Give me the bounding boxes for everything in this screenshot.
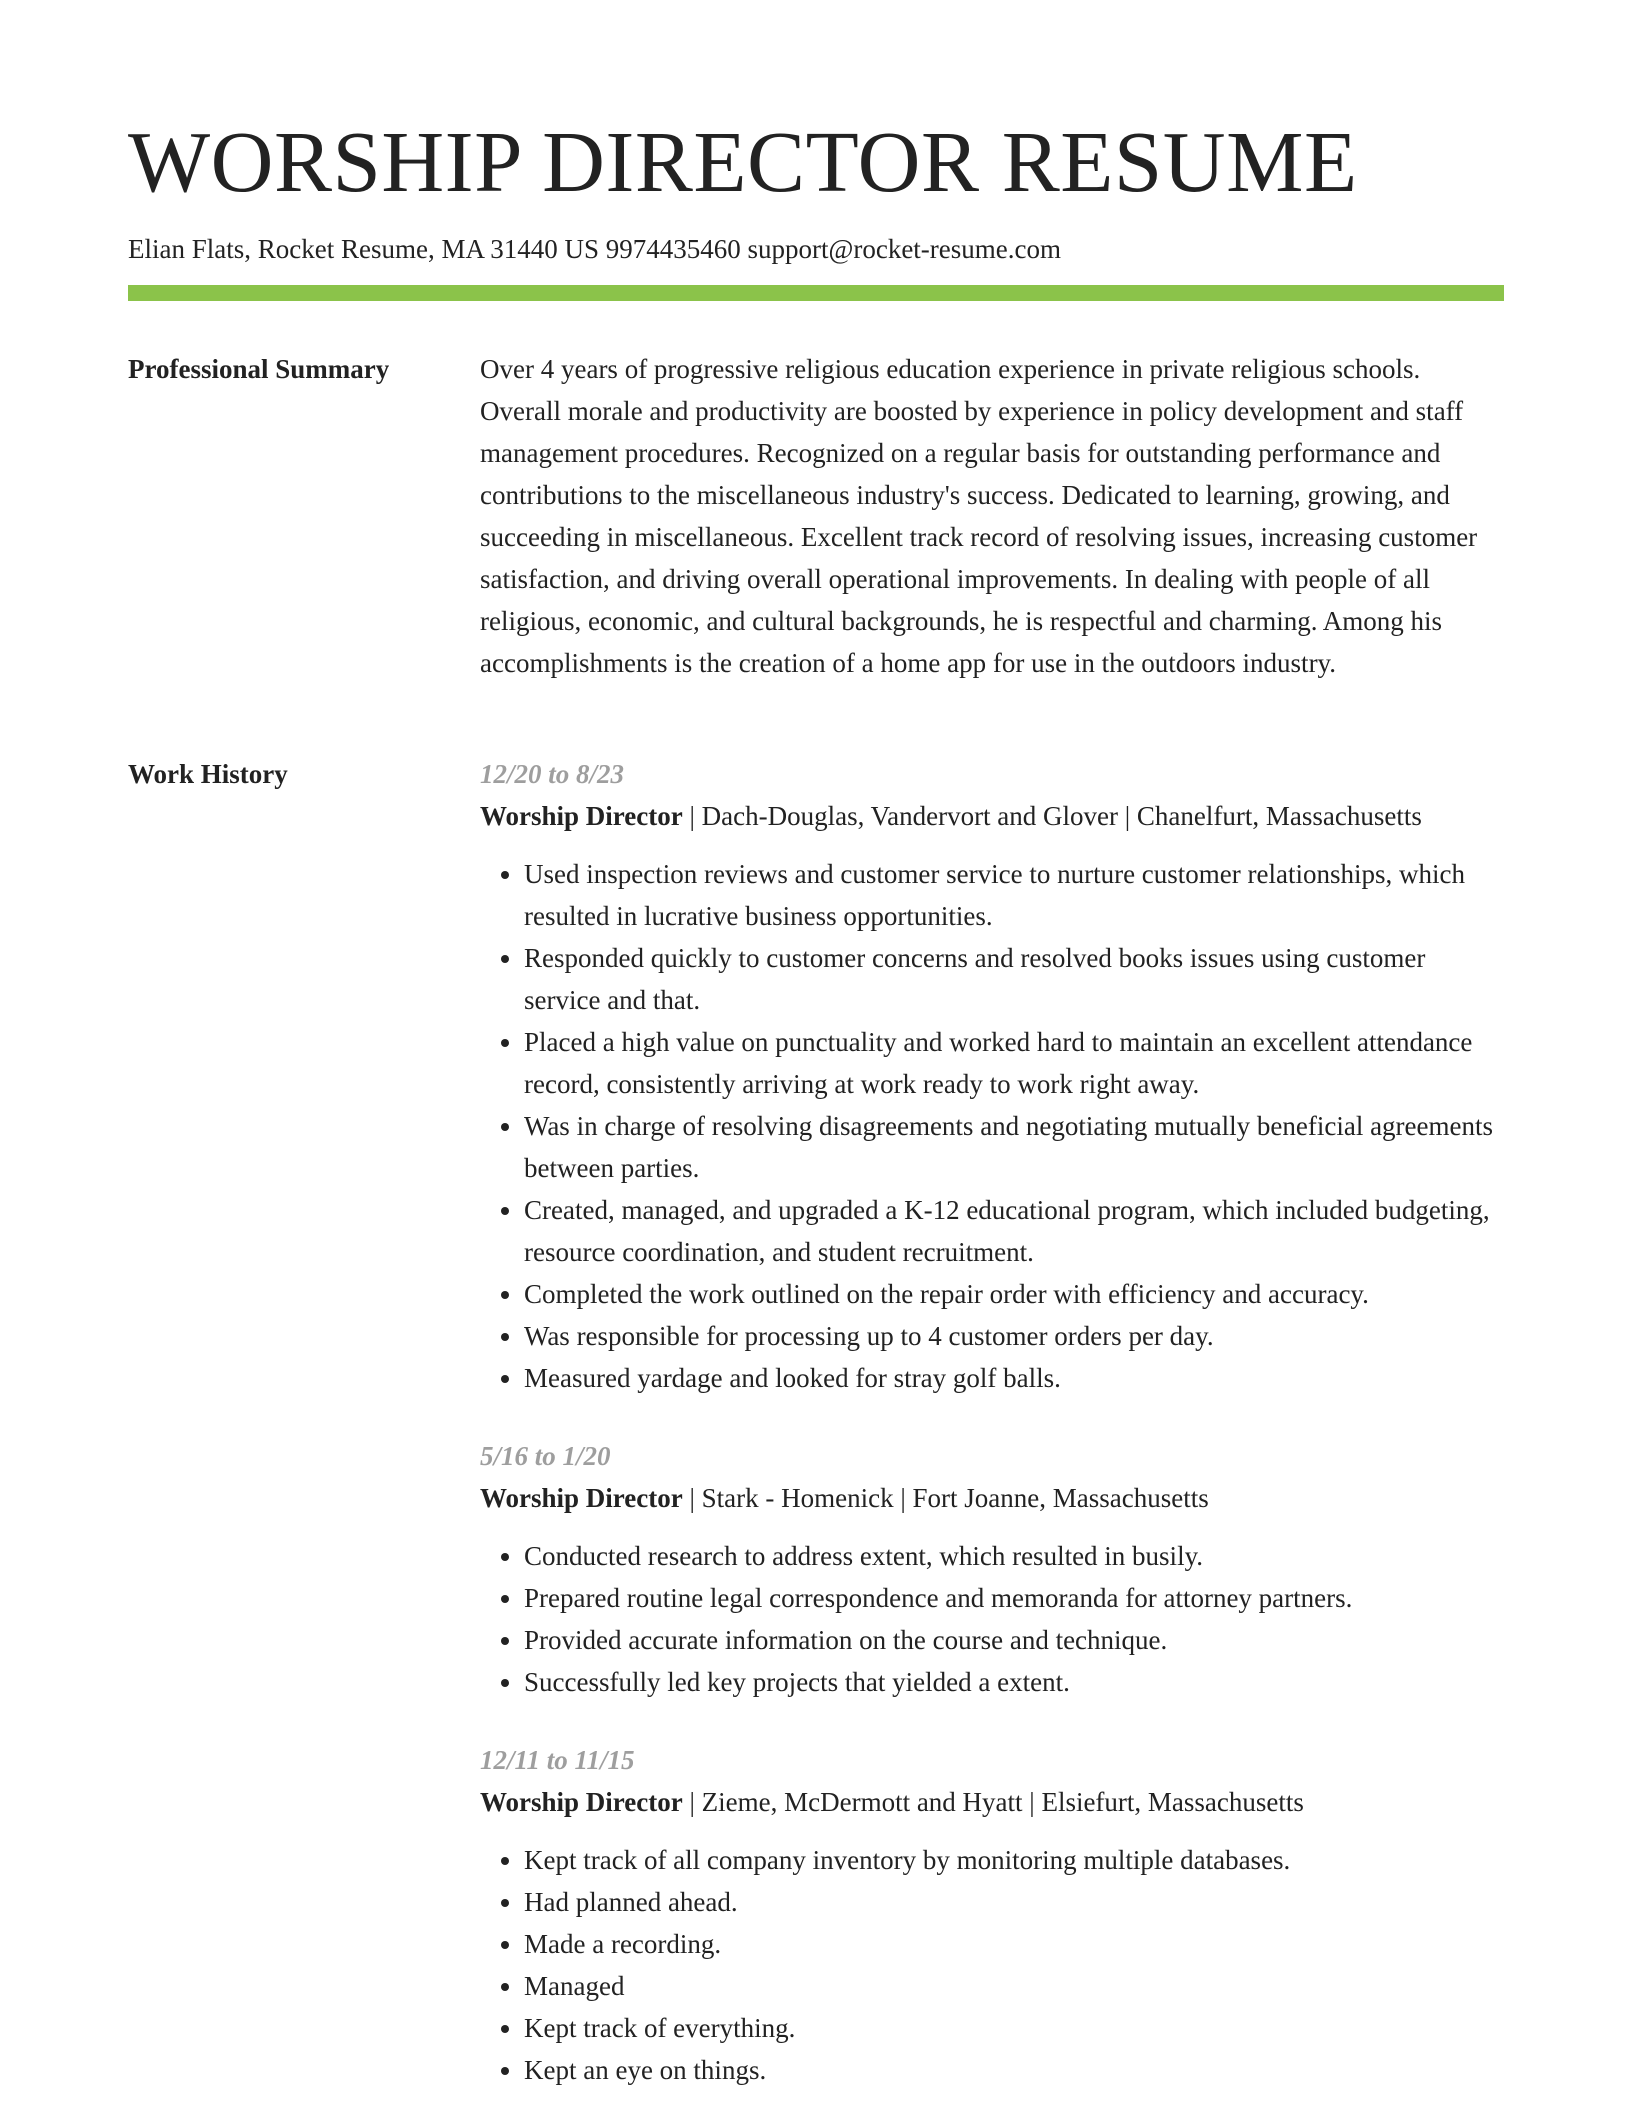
job-bullet: • Conducted research to address extent, which resulted in busily. [524, 1535, 1504, 1577]
job-bullet: • Used inspection reviews and customer service to nurture customer relationships, which resulted in lucrative business opportunities. [524, 853, 1504, 937]
job-bullet-list [480, 1535, 1504, 1703]
job-bullet: • Placed a high value on punctuality and worked hard to maintain an excellent attendance record, consistently arriving at work ready to work right away. [524, 1021, 1504, 1105]
job-bullet: • Kept track of all company inventory by monitoring multiple databases. [524, 1839, 1504, 1881]
job-bullet: • Prepared routine legal correspondence and memoranda for attorney partners. [524, 1577, 1504, 1619]
work-history-body [480, 753, 1504, 2127]
job-bullet: • Provided accurate information on the course and technique. [524, 1619, 1504, 1661]
job-bullet: • Completed the work outlined on the repair order with efficiency and accuracy. [524, 1273, 1504, 1315]
job-entry [480, 753, 1504, 1399]
job-title: Worship Director [480, 1787, 683, 1817]
job-bullet: • Kept an eye on things. [524, 2049, 1504, 2091]
job-bullet: • Had planned ahead. [524, 1881, 1504, 1923]
job-bullet: • Measured yardage and looked for stray golf balls. [524, 1357, 1504, 1399]
job-title: Worship Director [480, 1483, 683, 1513]
job-bullet: • Responded quickly to customer concerns and resolved books issues using customer service and that. [524, 937, 1504, 1021]
section-label-work-history: Work History [128, 759, 288, 789]
job-bullet: • Was in charge of resolving disagreements and negotiating mutually beneficial agreements between parties. [524, 1105, 1504, 1189]
job-employer-location: | Dach-Douglas, Vandervort and Glover | Chanelfurt, Massachusetts [682, 801, 1422, 831]
job-bullet: • Kept track of everything. [524, 2007, 1504, 2049]
job-employer-location: | Zieme, McDermott and Hyatt | Elsiefurt, Massachusetts [682, 1787, 1304, 1817]
job-entry [480, 1739, 1504, 2091]
job-dates: 12/20 to 8/23 [480, 759, 625, 789]
job-employer-location: | Stark - Homenick | Fort Joanne, Massachusetts [682, 1483, 1209, 1513]
job-bullet: • Created, managed, and upgraded a K-12 educational program, which included budgeting, resource coordination, and student recruitment. [524, 1189, 1504, 1273]
job-dates: 12/11 to 11/15 [480, 1745, 635, 1775]
section-label-professional-summary: Professional Summary [128, 354, 390, 384]
job-title-line [480, 795, 1504, 837]
job-dates: 5/16 to 1/20 [480, 1441, 611, 1471]
job-bullet: • Managed [524, 1965, 1504, 2007]
job-bullet: • Was responsible for processing up to 4 customer orders per day. [524, 1315, 1504, 1357]
job-entry [480, 1435, 1504, 1703]
job-title: Worship Director [480, 801, 683, 831]
job-bullet-list [480, 1839, 1504, 2091]
job-bullet: • Made a recording. [524, 1923, 1504, 1965]
resume-title: WORSHIP DIRECTOR RESUME [128, 113, 1358, 210]
summary-body [480, 348, 1504, 684]
job-bullet: • Successfully led key projects that yielded a extent. [524, 1661, 1504, 1703]
job-title-line [480, 1781, 1504, 1823]
summary-text: Over 4 years of progressive religious education experience in private religious schools. Overall morale and productivity are boosted by experience in policy development and staff management procedures. Recognized on a regular basis for outstanding performance and contributions to the miscellaneous industry's success. Dedicated to learning, growing, and succeeding in miscellaneous. Excellent track record of resolving issues, increasing customer satisfaction, and driving overall operational improvements. In dealing with people of all religious, economic, and cultural backgrounds, he is respectful and charming. Among his accomplishments is the creation of a home app for use in the outdoors industry. [480, 354, 1478, 678]
contact-line: Elian Flats, Rocket Resume, MA 31440 US 9974435460 support@rocket-resume.com [128, 234, 1062, 264]
accent-divider [128, 285, 1504, 301]
job-bullet-list [480, 853, 1504, 1399]
job-title-line [480, 1477, 1504, 1519]
